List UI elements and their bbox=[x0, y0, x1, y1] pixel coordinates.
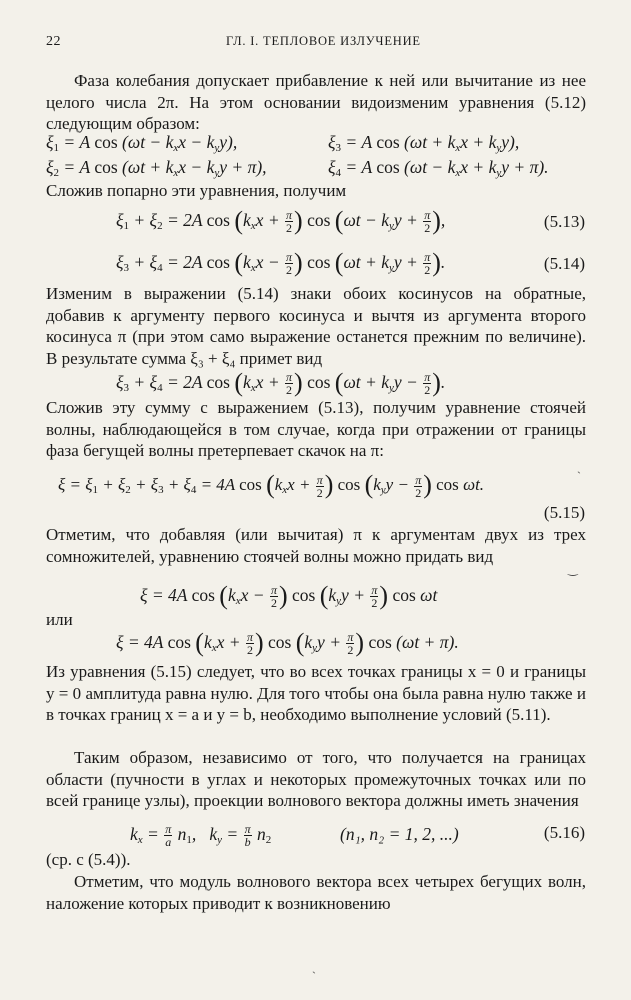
paragraph-3: Изменим в выражении (5.14) знаки обоих косинусов на обратные, добавив к аргументу первого косинуса и вычтя из аргумента второго косинуса π (при этом само выражение останется прежним по величине). В результате сумма ξ₃ + ξ₄ примет вид bbox=[46, 284, 586, 368]
scan-mark: ˏ bbox=[312, 960, 316, 974]
equation-5-15: $\xi = \xi_1 + \xi_2 + \xi_3 + \xi_4 = 4A$ $\cos (k_xx$ + $\frac{\pi}{2}$ ) $\cos (k_yy$ − $\frac{\pi}{2}$ ) cos ωt. bbox=[58, 470, 485, 500]
page-number: 22 bbox=[46, 34, 61, 49]
equation-xi4: $\xi_4 = A$ $\cos (\omega t - k_xx + k_yy + \pi)$. bbox=[328, 157, 549, 179]
scan-mark: ˏ bbox=[577, 460, 581, 474]
equation-number-5-13: (5.13) bbox=[543, 212, 585, 231]
equation-xi3: $\xi_3 = A$ $\cos (\omega t + k_xx + k_yy)$, bbox=[328, 132, 520, 154]
equation-range: (n₁, n₂ = 1, 2, ...) bbox=[340, 824, 459, 844]
paragraph-2: Сложив попарно эти уравнения, получим bbox=[46, 181, 347, 200]
equation-number-5-15: (5.15) bbox=[543, 503, 585, 522]
equation-variant-2: ξ = 4A $\cos (k_xx$ + $\frac{\pi}{2}$ ) $\cos (k_yy$ + $\frac{\pi}{2}$ ) cos (ωt + π). bbox=[116, 628, 459, 658]
paragraph-7: Из уравнения (5.15) следует, что во всех точках границы x = 0 и границы y = 0 амплитуда равна нулю. Для того чтобы она была равна нулю также и в точках границ x = a и y = b, необходимо выполнение условий (5.11). bbox=[46, 662, 586, 725]
equation-variant-1: ξ = 4A $\cos (k_xx$ − $\frac{\pi}{2}$ ) $\cos (k_yy$ + $\frac{\pi}{2}$ ) cos ωt bbox=[140, 581, 438, 611]
equation-5-13: $\xi_1 + \xi_2 = 2A$ $\cos (k_xx$ + $\frac{\pi}{2}$ ) $\cos (\omega t - k_yy$ + $\frac{\pi}{2}$ ), bbox=[116, 206, 446, 236]
equation-sum-3-4: $\xi_3 + \xi_4 = 2A$ $\cos (k_xx$ + $\frac{\pi}{2}$ ) $\cos (\omega t + k_yy$ − $\frac{\pi}{2}$ ). bbox=[116, 368, 446, 398]
paragraph-10: Отметим, что модуль волнового вектора всех четырех бегущих волн, наложение которых приводит к возникновению bbox=[46, 872, 586, 913]
equation-number-5-14: (5.14) bbox=[543, 254, 585, 273]
paragraph-5: Отметим, что добавляя (или вычитая) π к аргументам двух из трех сомножителей, уравнению стоячей волны можно придать вид bbox=[46, 525, 586, 566]
paragraph-9: (ср. с (5.4)). bbox=[46, 850, 131, 869]
running-title: ГЛ. I. ТЕПЛОВОЕ ИЗЛУЧЕНИЕ bbox=[226, 34, 421, 48]
equation-xi1: $\xi_1 = A$ $\cos (\omega t - k_xx - k_yy)$, bbox=[46, 132, 238, 154]
paragraph-6: или bbox=[46, 610, 73, 629]
equation-5-16: $k_x$ = $\frac{\pi}{a}$ $n_1$, $k_y$ = $\frac{\pi}{b}$ $n_2$ bbox=[130, 822, 272, 850]
equation-number-5-16: (5.16) bbox=[543, 823, 585, 842]
paragraph-8: Таким образом, независимо от того, что получается на границах области (пучности в углах и некоторых промежуточных точках или по всей границе узлы), проекции волнового вектора должны иметь значения bbox=[46, 748, 586, 811]
equation-xi2: $\xi_2 = A$ $\cos (\omega t + k_xx - k_yy + \pi)$, bbox=[46, 157, 267, 179]
equation-5-14: $\xi_3 + \xi_4 = 2A$ $\cos (k_xx$ − $\frac{\pi}{2}$ ) $\cos (\omega t + k_yy$ + $\frac{\pi}{2}$ ). bbox=[116, 248, 446, 278]
scan-mark: ‿ bbox=[568, 562, 578, 576]
paragraph-4: Сложив эту сумму с выражением (5.13), получим уравнение стоячей волны, наблюдающейся в том случае, когда при отражении от границы фаза бегущей волны претерпевает скачок на π: bbox=[46, 398, 586, 461]
paragraph-1: Фаза колебания допускает прибавление к ней или вычитание из нее целого числа 2π. На этом основании видоизменим уравнения (5.12) следующим образом: bbox=[46, 71, 586, 134]
